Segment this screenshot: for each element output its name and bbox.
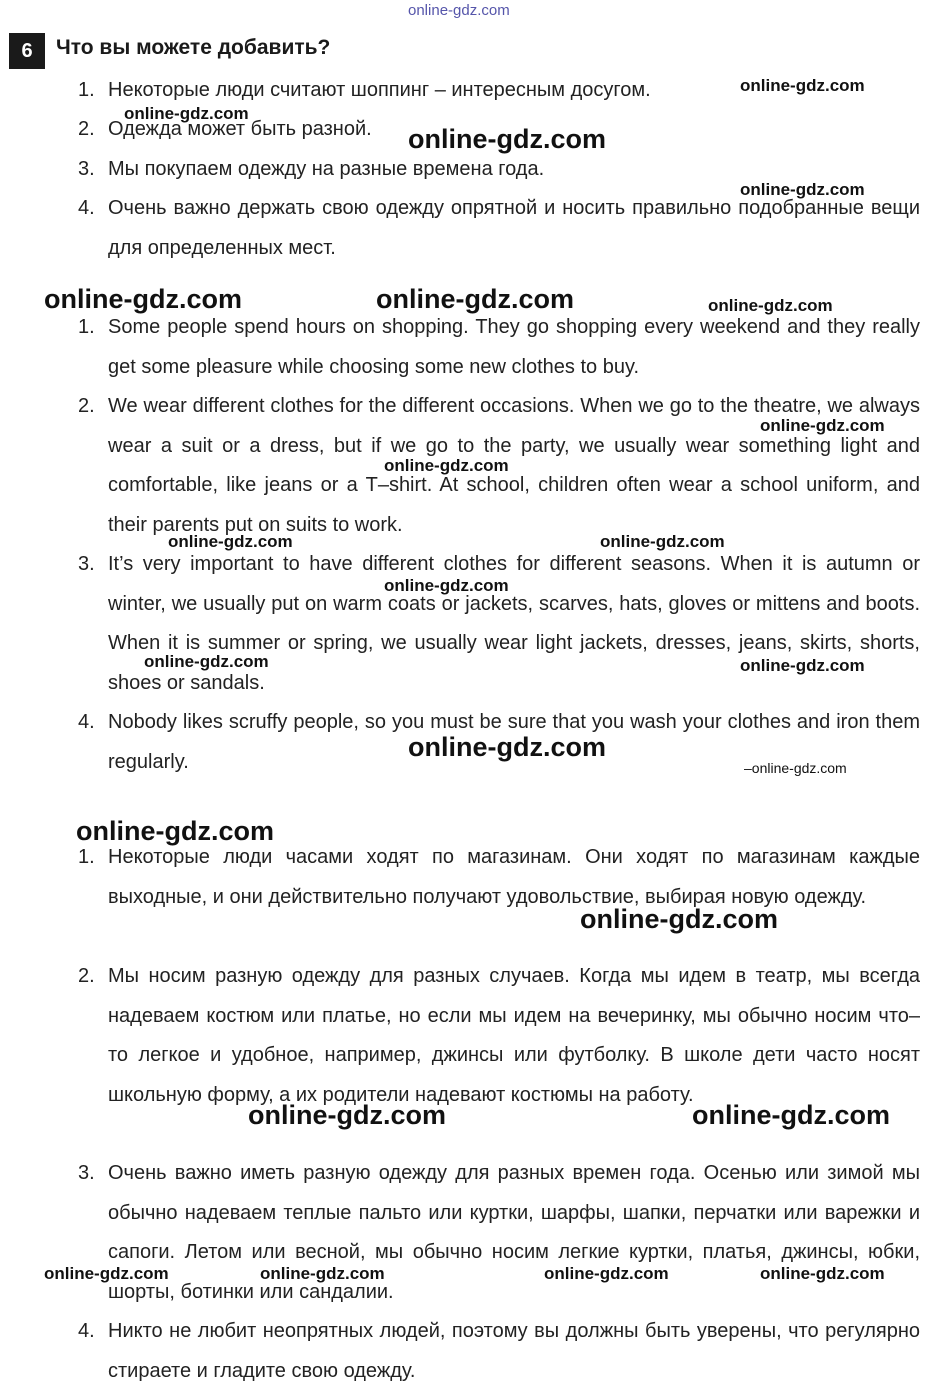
exercise-question: Что вы можете добавить?: [56, 36, 331, 59]
item-number: 3.: [78, 553, 95, 575]
watermark: online-gdz.com: [740, 656, 865, 675]
item-text: Some people spend hours on shopping. They go shopping every weekend and they really get some pleasure while choosing some new clothes to buy.: [108, 316, 920, 378]
watermark: online-gdz.com: [248, 1100, 446, 1130]
item-number: 4.: [78, 197, 95, 219]
item-text: Некоторые люди часами ходят по магазинам. Они ходят по магазинам каждые выходные, и они действительно получают удовольствие, выбирая новую одежду.: [108, 846, 920, 908]
item-text: It’s very important to have different clothes for different seasons. When it is autumn or winter, we usually put on warm coats or jackets, scarves, hats, gloves or mittens and boots. When it is summer or spring, we usually wear light jackets, dresses, jeans, skirts, shorts, shoes or sandals.: [108, 553, 920, 694]
ru-long-item-3: [78, 1154, 920, 1312]
watermark: online-gdz.com: [740, 180, 865, 199]
item-text: Мы носим разную одежду для разных случаев. Когда мы идем в театр, мы всегда надеваем костюм или платье, но если мы идем на вечеринку, мы обычно носим что–то легкое и удобное, например, джинсы или футболку. В школе дети часто носят школьную форму, а их родители надевают костюмы на работу.: [108, 965, 920, 1106]
item-number: 1.: [78, 846, 95, 868]
item-number: 3.: [78, 158, 95, 180]
ru-long-item-4: [78, 1312, 920, 1391]
watermark: online-gdz.com: [600, 532, 725, 551]
watermark: online-gdz.com: [260, 1264, 385, 1283]
item-text: Никто не любит неопрятных людей, поэтому вы должны быть уверены, что регулярно стираете и гладите свою одежду.: [108, 1320, 920, 1382]
watermark: online-gdz.com: [740, 76, 865, 95]
item-number: 4.: [78, 1320, 95, 1342]
watermark: online-gdz.com: [44, 1264, 169, 1283]
watermark: online-gdz.com: [760, 1264, 885, 1283]
watermark: online-gdz.com: [376, 284, 574, 314]
item-text: Некоторые люди считают шоппинг – интересным досугом.: [108, 79, 651, 101]
watermark: online-gdz.com: [760, 416, 885, 435]
watermark: online-gdz.com: [408, 124, 606, 154]
item-text: Очень важно держать свою одежду опрятной и носить правильно подобранные вещи для определенных мест.: [108, 197, 920, 259]
item-number: 1.: [78, 79, 95, 101]
header-watermark: online-gdz.com: [408, 2, 510, 19]
watermark: –online-gdz.com: [744, 760, 847, 776]
watermark: online-gdz.com: [692, 1100, 890, 1130]
watermark: online-gdz.com: [76, 816, 274, 846]
item-number: 2.: [78, 118, 95, 140]
item-text: Очень важно иметь разную одежду для разных времен года. Осенью или зимой мы обычно надеваем теплые пальто или куртки, шарфы, шапки, перчатки или варежки и сапоги. Летом или весной, мы обычно носим легкие куртки, платья, джинсы, юбки, шорты, ботинки или сандалии.: [108, 1162, 920, 1303]
watermark: online-gdz.com: [408, 732, 606, 762]
item-text: Мы покупаем одежду на разные времена года.: [108, 158, 545, 180]
exercise-number-badge: 6: [9, 33, 45, 69]
ru-short-item-4: [78, 189, 920, 268]
watermark: online-gdz.com: [384, 456, 509, 475]
item-text: We wear different clothes for the different occasions. When we go to the theatre, we always wear a suit or a dress, but if we go to the party, we usually wear something light and comfortable, like jeans or a T–shirt. At school, children often wear a school uniform, and their parents put on suits to work.: [108, 395, 920, 536]
watermark: online-gdz.com: [544, 1264, 669, 1283]
ru-long-item-1: [78, 838, 920, 917]
ru-long-item-2: [78, 957, 920, 1115]
watermark: online-gdz.com: [124, 104, 249, 123]
item-text: Nobody likes scruffy people, so you must be sure that you wash your clothes and iron them regularly.: [108, 711, 920, 773]
item-number: 3.: [78, 1162, 95, 1184]
en-item-1: [78, 308, 920, 387]
watermark: online-gdz.com: [708, 296, 833, 315]
watermark: online-gdz.com: [168, 532, 293, 551]
watermark: online-gdz.com: [580, 904, 778, 934]
item-text: Одежда может быть разной.: [108, 118, 372, 140]
watermark: online-gdz.com: [144, 652, 269, 671]
item-number: 4.: [78, 711, 95, 733]
item-number: 2.: [78, 395, 95, 417]
watermark: online-gdz.com: [44, 284, 242, 314]
en-item-3: [78, 545, 920, 703]
item-number: 2.: [78, 965, 95, 987]
watermark: online-gdz.com: [384, 576, 509, 595]
item-number: 1.: [78, 316, 95, 338]
